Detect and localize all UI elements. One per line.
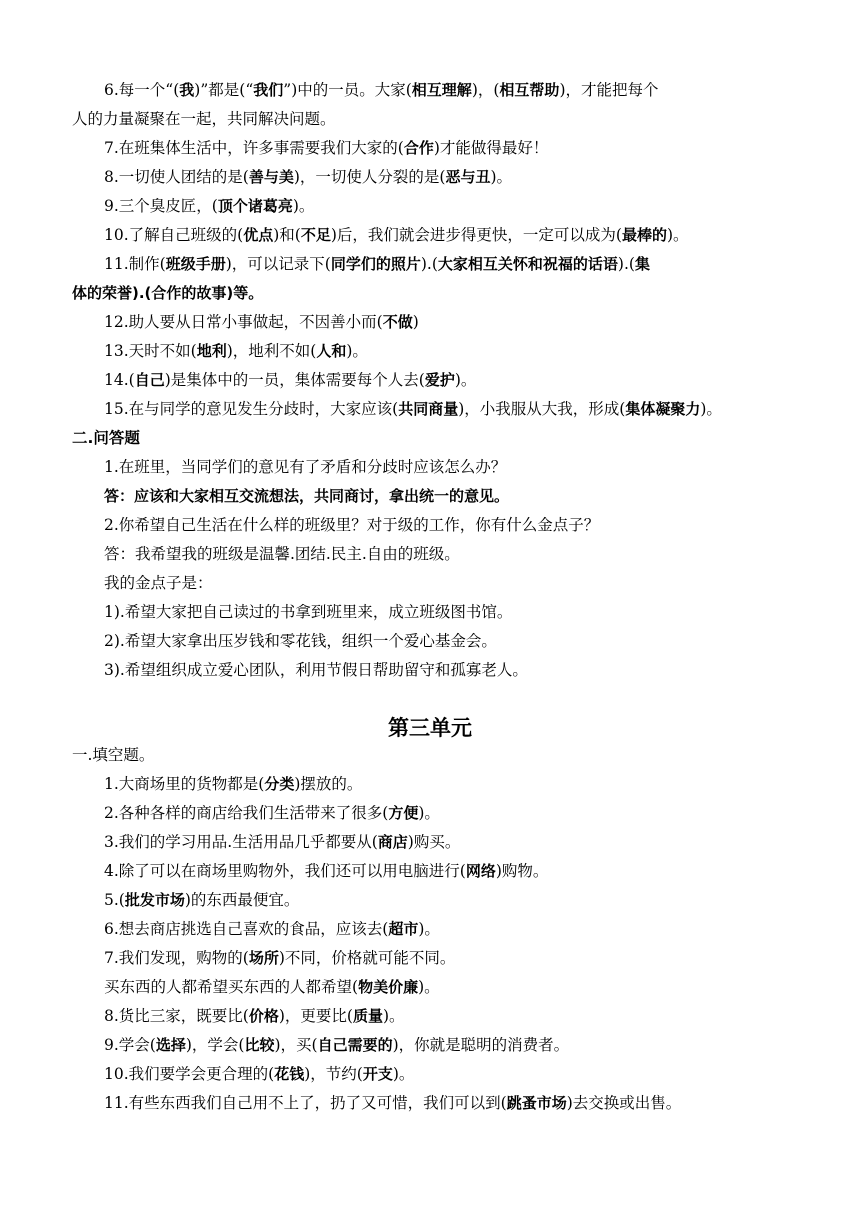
text: ) (412, 313, 419, 331)
idea-item-2: 2).希望大家拿出压岁钱和零花钱，组织一个爱心基金会。 (104, 632, 497, 650)
text: )摆放的。 (294, 775, 363, 793)
answer: 自己 (134, 371, 165, 389)
text: 学会( (118, 1036, 156, 1054)
text: 在与同学的意见发生分歧时，大家应该( (128, 400, 399, 418)
unit-3-title: 第三单元 (388, 716, 472, 740)
text: 我们要学会更合理的( (128, 1065, 275, 1083)
text: ).( (420, 255, 438, 273)
answer: 我们 (253, 81, 284, 99)
answer: 花钱 (274, 1065, 305, 1083)
unit3-question-8 (104, 1006, 405, 1026)
answer: 大家相互关怀和祝福的话语 (437, 255, 618, 273)
question-number: 15. (104, 400, 129, 418)
answer: 恶与丑 (445, 168, 491, 186)
question-6 (104, 80, 659, 100)
text: )，可以记录下( (225, 255, 331, 273)
answer: 合作 (403, 139, 434, 157)
answer: 开支 (362, 1065, 393, 1083)
answer: 质量 (352, 1007, 383, 1025)
answer: 最棒的 (621, 226, 667, 244)
question-number: 7. (104, 949, 119, 967)
answer: 班级手册 (165, 255, 226, 273)
question-number: 4. (104, 862, 119, 880)
text: 在班集体生活中，许多事需要我们大家的( (118, 139, 404, 157)
answer: 不足 (300, 226, 331, 244)
answer: 相互理解 (411, 81, 472, 99)
section-heading-qa: 二.问答题 (72, 429, 140, 447)
text: )。 (418, 804, 440, 822)
text: 三个臭皮匠，( (118, 197, 218, 215)
answer: 不做 (382, 313, 413, 331)
idea-item-1: 1).希望大家把自己读过的书拿到班里来，成立班级图书馆。 (104, 603, 513, 621)
answer: 比较 (244, 1036, 275, 1054)
text: 助人要从日常小事做起，不因善小而( (128, 313, 383, 331)
text: 货比三家，既要比( (118, 1007, 249, 1025)
text: 了解自己班级的( (128, 226, 244, 244)
answer: 物美价廉 (358, 978, 419, 996)
text: )后，我们就会进步得更快，一定可以成为( (330, 226, 622, 244)
question-number: 3. (104, 833, 119, 851)
answer: 共同商量 (398, 400, 459, 418)
question-number: 11. (104, 1094, 129, 1112)
text: 有些东西我们自己用不上了，扔了又可惜，我们可以到( (128, 1094, 507, 1112)
text: )。 (392, 1065, 415, 1083)
answer: 地利 (196, 342, 227, 360)
qa-question-1: 1.在班里，当同学们的意见有了矛盾和分歧时应该怎么办？ (104, 458, 507, 476)
text: )的东西最便宜。 (184, 891, 300, 909)
question-number: 5. (104, 891, 119, 909)
text: )。 (292, 197, 315, 215)
answer: 爱护 (424, 371, 455, 389)
question-number: 10. (104, 226, 129, 244)
qa-question-2: 2.你希望自己生活在什么样的班级里？对于级的工作，你有什么金点子？ (104, 516, 600, 534)
text: )不同，价格就可能不同。 (278, 949, 456, 967)
unit3-question-5 (104, 890, 299, 910)
text: )购物。 (495, 862, 549, 880)
question-number: 9. (104, 197, 119, 215)
text: 每一个“( (118, 81, 180, 99)
text: )，( (471, 81, 500, 99)
unit3-question-6 (104, 919, 440, 939)
text: 买东西的人都希望买东西的人都希望( (104, 978, 359, 996)
question-number: 14. (104, 371, 129, 389)
idea-item-3: 3).希望组织成立爱心团队，利用节假日帮助留守和孤寡老人。 (104, 661, 528, 679)
answer: 同学们的照片 (330, 255, 421, 273)
text: )购买。 (407, 833, 461, 851)
question-number: 7. (104, 139, 119, 157)
answer: 批发市场 (124, 891, 185, 909)
text: 想去商店挑选自己喜欢的食品，应该去( (118, 920, 389, 938)
ideas-label: 我的金点子是： (104, 574, 213, 592)
answer: 超市 (388, 920, 419, 938)
text: 我们发现，购物的( (118, 949, 249, 967)
text: )。 (383, 1007, 405, 1025)
text: )。 (454, 371, 477, 389)
text: )，更要比( (278, 1007, 353, 1025)
text: ( (128, 371, 135, 389)
unit3-question-10 (104, 1064, 414, 1084)
question-number: 11. (104, 255, 129, 273)
question-12 (104, 312, 419, 332)
question-14 (104, 370, 476, 390)
text: )。 (666, 226, 689, 244)
text: )。 (490, 168, 513, 186)
question-9 (104, 196, 314, 216)
text: )和( (273, 226, 301, 244)
text: )。 (418, 978, 440, 996)
text: )是集体中的一员，集体需要每个人去( (164, 371, 425, 389)
answer: 分类 (264, 775, 295, 793)
unit3-question-9 (104, 1035, 569, 1055)
answer: 善与美 (248, 168, 294, 186)
answer: 跳蚤市场 (506, 1094, 567, 1112)
answer: 人和 (316, 342, 347, 360)
unit3-question-1 (104, 774, 362, 794)
question-7 (104, 138, 548, 158)
answer: 优点 (243, 226, 274, 244)
text: )，买( (274, 1036, 318, 1054)
answer: 场所 (248, 949, 279, 967)
question-10 (104, 225, 689, 245)
answer: 商店 (377, 833, 408, 851)
answer: 价格 (248, 1007, 279, 1025)
text: 大商场里的货物都是( (118, 775, 265, 793)
text: )，一切使人分裂的是( (293, 168, 446, 186)
text: )。 (700, 400, 722, 418)
question-15 (104, 399, 722, 419)
unit3-question-3 (104, 832, 460, 852)
question-number: 9. (104, 1036, 119, 1054)
question-13 (104, 341, 368, 361)
text: )，才能把每个 (559, 81, 659, 99)
question-number: 2. (104, 804, 119, 822)
question-number: 10. (104, 1065, 129, 1083)
answer: 网络 (465, 862, 496, 880)
section-heading-fill: 一.填空题。 (72, 746, 155, 764)
text: )，节约( (304, 1065, 363, 1083)
answer: 方便 (388, 804, 419, 822)
question-11 (104, 254, 650, 274)
answer: 顶个诸葛亮 (217, 197, 293, 215)
answer: 选择 (155, 1036, 186, 1054)
unit3-question-7 (104, 948, 455, 968)
text: 制作( (128, 255, 166, 273)
text: )，你就是聪明的消费者。 (392, 1036, 570, 1054)
text: 除了可以在商场里购物外，我们还可以用电脑进行( (118, 862, 466, 880)
text: )。 (346, 342, 368, 360)
text: )才能做得最好！ (433, 139, 549, 157)
question-number: 12. (104, 313, 129, 331)
qa-answer-2: 答：我希望我的班级是温馨.团结.民主.自由的班级。 (104, 545, 460, 563)
question-number: 8. (104, 1007, 119, 1025)
answer: 我 (179, 81, 195, 99)
text: 天时不如( (128, 342, 197, 360)
answer: 集 (634, 255, 650, 273)
question-6-continuation: 人的力量凝聚在一起，共同解决问题。 (72, 110, 336, 128)
text: )去交换或出售。 (566, 1094, 682, 1112)
question-8 (104, 167, 512, 187)
question-number: 8. (104, 168, 119, 186)
text: 各种各样的商店给我们生活带来了很多( (118, 804, 389, 822)
answer: 集体凝聚力 (625, 400, 701, 418)
text: 我们的学习用品.生活用品几乎都要从( (118, 833, 378, 851)
unit3-question-11 (104, 1093, 681, 1113)
question-number: 6. (104, 81, 119, 99)
answer: 相互帮助 (499, 81, 560, 99)
text: )，地利不如( (226, 342, 317, 360)
text: )”都是(“ (194, 81, 254, 99)
text: )。 (418, 920, 440, 938)
text: ( (118, 891, 125, 909)
answer: 自己需要的 (317, 1036, 393, 1054)
unit3-question-2 (104, 803, 440, 823)
text: )，学会( (185, 1036, 245, 1054)
question-number: 6. (104, 920, 119, 938)
text: ).( (617, 255, 635, 273)
question-11-continuation: 体的荣誉).(合作的故事)等。 (72, 284, 264, 302)
question-number: 13. (104, 342, 129, 360)
unit3-question-4 (104, 861, 548, 881)
unit3-question-7b (104, 977, 440, 997)
text: ”)中的一员。大家( (283, 81, 412, 99)
question-number: 1. (104, 775, 119, 793)
qa-answer-1: 答：应该和大家相互交流想法，共同商讨，拿出统一的意见。 (104, 487, 510, 505)
text: )，小我服从大我，形成( (458, 400, 626, 418)
text: 一切使人团结的是( (118, 168, 249, 186)
